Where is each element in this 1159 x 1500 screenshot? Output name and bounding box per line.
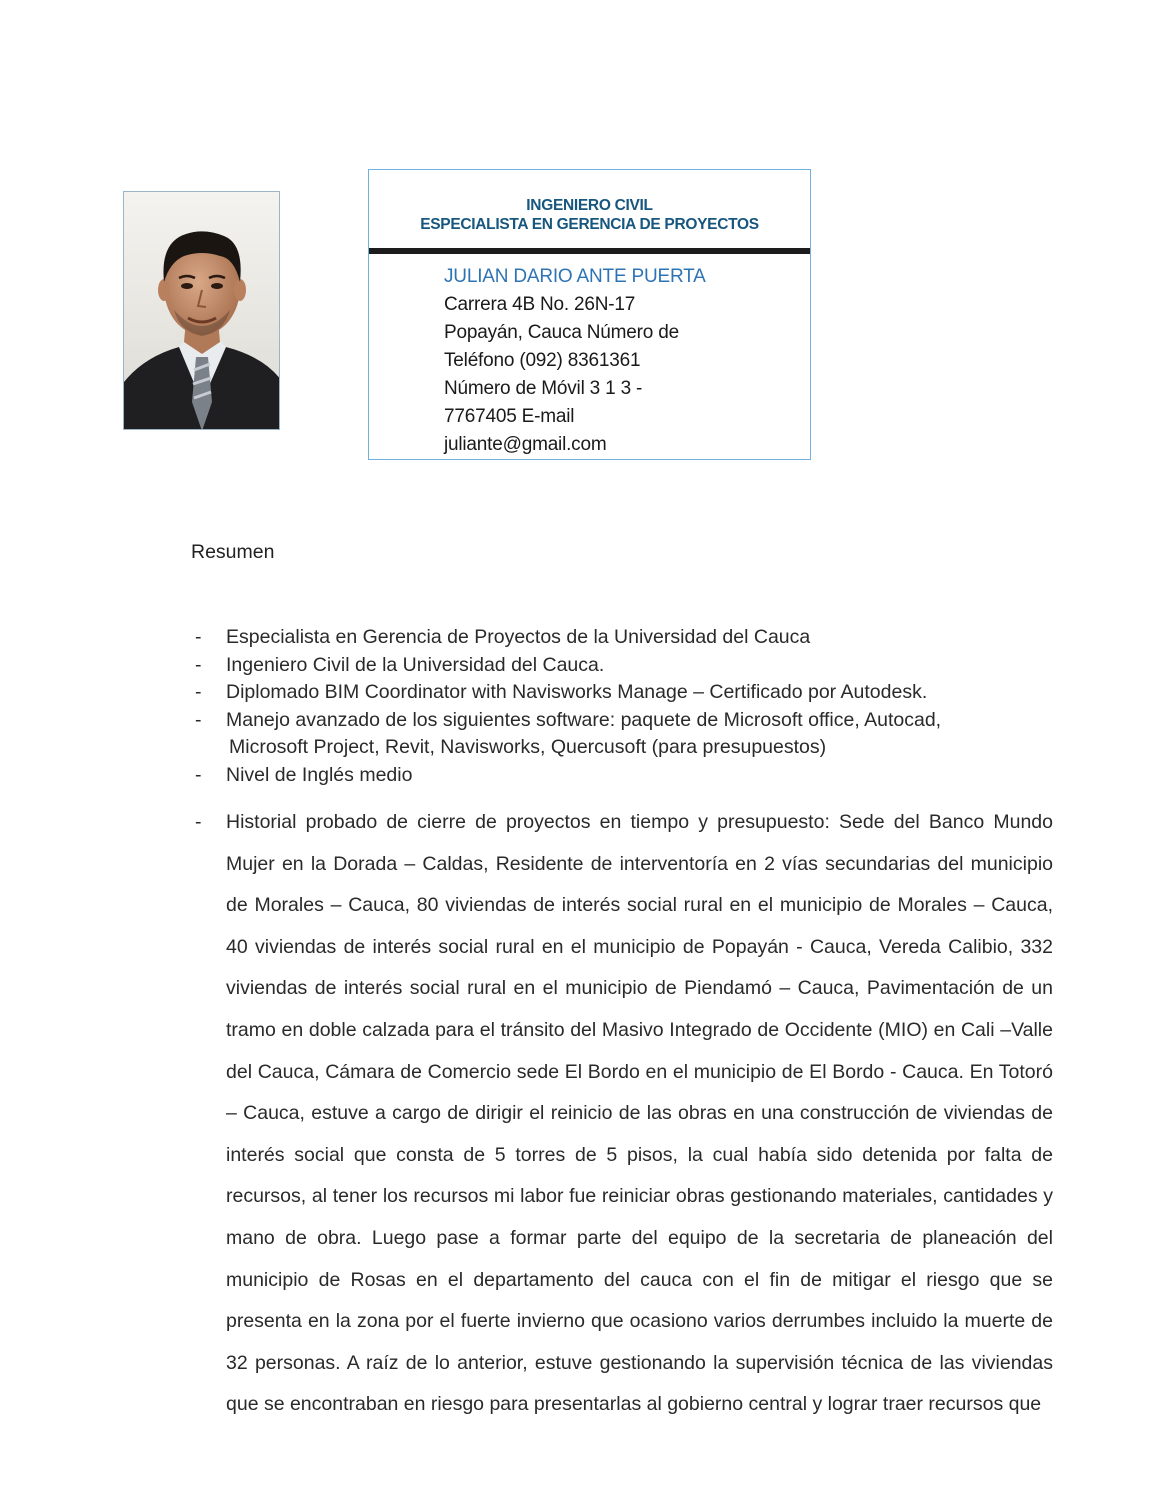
job-subtitle: ESPECIALISTA EN GERENCIA DE PROYECTOS xyxy=(420,216,759,233)
candidate-name: JULIAN DARIO ANTE PUERTA xyxy=(444,266,706,287)
section-heading-resumen: Resumen xyxy=(191,541,275,563)
list-item-text: Nivel de Inglés medio xyxy=(226,763,413,786)
list-item xyxy=(191,652,1053,680)
bullet-dash: - xyxy=(195,763,202,786)
bullet-dash: - xyxy=(195,653,202,676)
list-item xyxy=(191,707,1053,762)
project-history-item xyxy=(191,802,1053,1426)
bullet-dash: - xyxy=(195,708,202,731)
contact-line: 7767405 E-mail xyxy=(444,406,575,427)
list-item-text: Diplomado BIM Coordinator with Navisworks Manage – Certificado por Autodesk. xyxy=(226,681,928,703)
contact-line: Popayán, Cauca Número de xyxy=(444,322,679,343)
job-title: INGENIERO CIVIL xyxy=(526,197,653,214)
contact-line: Número de Móvil 3 1 3 - xyxy=(444,378,643,399)
summary-list xyxy=(191,624,1053,1426)
bullet-dash: - xyxy=(195,681,202,703)
list-item-continuation: Microsoft Project, Revit, Navisworks, Quercusoft (para presupuestos) xyxy=(229,736,827,758)
contact-line: Carrera 4B No. 26N-17 xyxy=(444,294,636,315)
bullet-dash: - xyxy=(195,811,202,833)
list-item xyxy=(191,679,1053,707)
list-item-text: Ingeniero Civil de la Universidad del Cauca. xyxy=(226,653,605,676)
header-divider xyxy=(369,248,810,254)
contact-line: Teléfono (092) 8361361 xyxy=(444,350,641,371)
list-item xyxy=(191,624,1053,652)
list-item xyxy=(191,762,1053,790)
profile-photo xyxy=(123,191,280,430)
list-item-text: Manejo avanzado de los siguientes software: paquete de Microsoft office, Autocad, xyxy=(226,708,942,731)
list-item-text: Especialista en Gerencia de Proyectos de la Universidad del Cauca xyxy=(226,626,811,648)
header-box xyxy=(368,169,811,460)
email-link[interactable]: juliante@gmail.com xyxy=(444,434,607,455)
contact-block xyxy=(444,263,706,459)
bullet-dash: - xyxy=(195,626,202,648)
project-history-text: Historial probado de cierre de proyectos en tiempo y presupuesto: Sede del Banco Mundo Mujer en la Dorada – Caldas, Residente de interventoría en 2 vías secundarias del municipio de Morales – Cauca, 80 viviendas de interés social rural en el municipio de Morales – Cauca, 40 viviendas de interés social rural en el municipio de Popayán - Cauca, Vereda Calibio, 332 viviendas de interés social rural en el municipio de Piendamó – Cauca, Pavimentación de un tramo en doble calzada para el tránsito del Masivo Integrado de Occidente (MIO) en Cali –Valle del Cauca, Cámara de Comercio sede El Bordo en el municipio de El Bordo - Cauca. En Totoró – Cauca, estuve a cargo de dirigir el reinicio de las obras en una construcción de viviendas de interés social que consta de 5 torres de 5 pisos, la cual había sido detenida por falta de recursos, al tener los recursos mi labor fue reiniciar obras gestionando materiales, cantidades y mano de obra. Luego pase a formar parte del equipo de la secretaria de planeación del municipio de Rosas en el departamento del cauca con el fin de mitigar el riesgo que se presenta en la zona por el fuerte invierno que ocasiono varios derrumbes incluido la muerte de 32 personas. A raíz de lo anterior, estuve gestionando la supervisión técnica de las viviendas que se encontraban en riesgo para presentarlas al gobierno central y lograr traer recursos que xyxy=(226,811,1053,1416)
